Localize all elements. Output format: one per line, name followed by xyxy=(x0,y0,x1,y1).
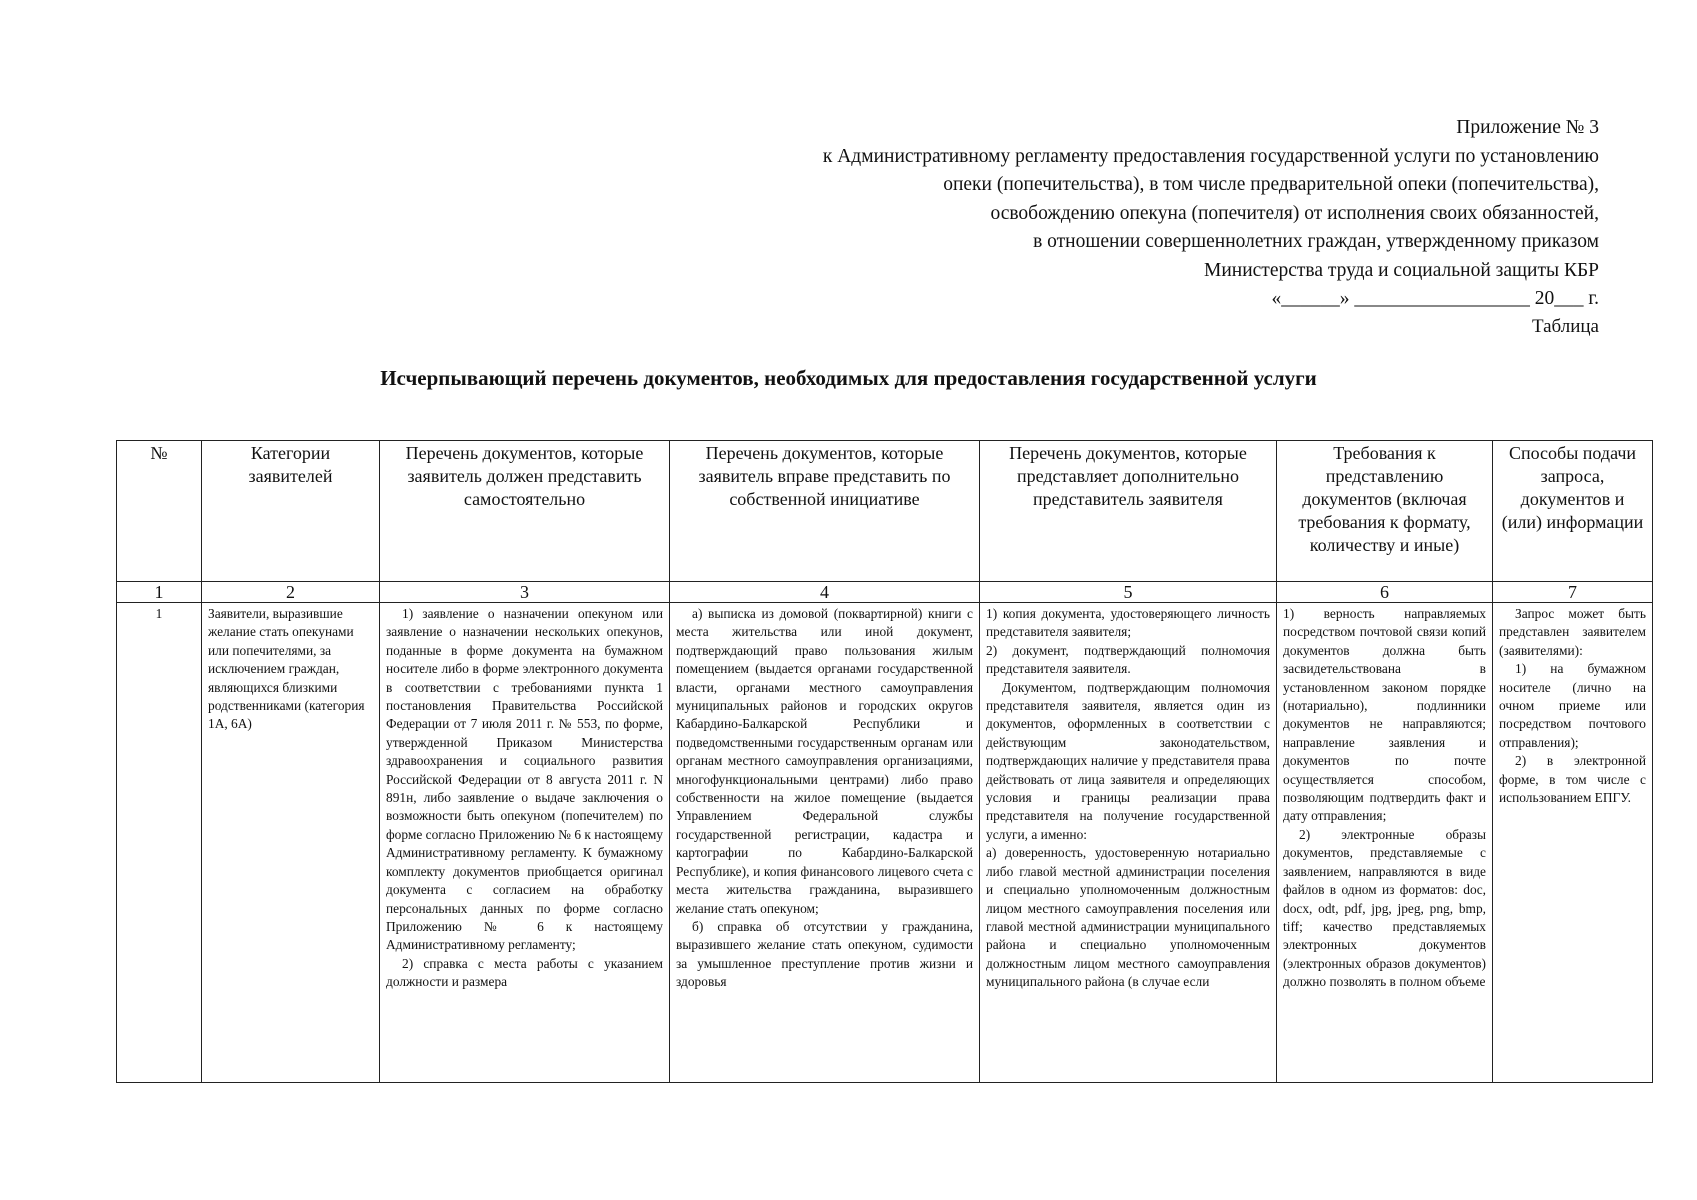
header-categories: Категории заявителей xyxy=(202,441,380,582)
required-docs-cell xyxy=(380,603,670,1083)
table-row xyxy=(117,603,1653,1083)
optional-doc-item: б) справка об отсутствии у гражданина, выразившего желание стать опекуном, судимости за умышленное преступление против жизни и здоровья xyxy=(676,918,973,990)
header-optional-docs: Перечень документов, которые заявитель вправе представить по собственной инициативе xyxy=(670,441,980,582)
column-number: 1 xyxy=(117,582,202,603)
column-number: 7 xyxy=(1493,582,1653,603)
column-number: 5 xyxy=(980,582,1277,603)
column-number-row xyxy=(117,582,1653,603)
document-title: Исчерпывающий перечень документов, необходимых для предоставления государственной услуги xyxy=(380,366,1317,390)
representative-doc-item: 1) копия документа, удостоверяющего личность представителя заявителя; xyxy=(986,606,1270,640)
category-cell xyxy=(202,603,380,1083)
header-required-docs: Перечень документов, которые заявитель должен представить самостоятельно xyxy=(380,441,670,582)
documents-table xyxy=(116,440,1653,1083)
applicant-category: Заявители, выразившие желание стать опекунами или попечителями, за исключением граждан, являющихся близкими родственниками (категория 1А, 6А) xyxy=(208,606,365,732)
optional-doc-item: а) выписка из домовой (поквартирной) книги с места жительства или иной документ, подтверждающий право пользования жилым помещением (выдается органами государственной власти, органами местного самоуправления муниципальных районов и городских округов Кабардино-Балкарской Республики и подведомственными государственным органам или органам местного самоуправления организациями, многофункциональными центрами) либо право собственности на жилое помещение (выдается Управлением Федеральной службы государственной регистрации, кадастра и картографии по Кабардино-Балкарской Республике), и копия финансового лицевого счета с места жительства гражданина, выразившего желание стать опекуном; xyxy=(676,606,973,916)
column-number: 2 xyxy=(202,582,380,603)
required-doc-item: 1) заявление о назначении опекуном или заявление о назначении нескольких опекунов, поданные в форме документа на бумажном носителе либо в форме электронного документа в соответствии с требованиями пункта 1 постановления Правительства Российской Федерации от 7 июля 2011 г. № 553, по форме, утвержденной Приказом Министерства здравоохранения и социального развития Российской Федерации от 8 августа 2011 г. N 891н, либо заявление о выдаче заключения о возможности быть опекуном (попечителем) по форме согласно Приложению № 6 к настоящему Административному регламенту. К бумажному комплекту документов приобщается оригинал документа с согласием на обработку персональных данных по форме согласно Приложению № 6 к настоящему Административному регламенту; xyxy=(386,606,663,953)
representative-doc-item: 2) документ, подтверждающий полномочия представителя заявителя. xyxy=(986,642,1270,677)
row-number: 1 xyxy=(155,606,163,621)
table-header-row xyxy=(117,441,1653,582)
submission-method-item: 1) на бумажном носителе (лично на очном приеме или посредством почтового отправления); xyxy=(1499,661,1646,750)
representative-doc-item: а) доверенность, удостоверенную нотариально либо главой местной администрации поселения и специально уполномоченным должностным лицом местного самоуправления поселения или главой местной администрации муниципального района и специально уполномоченным должностным лицом местного самоуправления муниципального района (в случае если xyxy=(986,845,1270,990)
appendix-date-line: «______» __________________ 20___ г. xyxy=(1271,288,1599,309)
submission-method-item: 2) в электронной форме, в том числе с использованием ЕПГУ. xyxy=(1499,753,1646,806)
requirement-item: 1) верность направляемых посредством почтовой связи копий документов должна быть засвидетельствована в установленном законом порядке (нотариально), подлинники документов не направляются; направление заявления и документов по почте осуществляется способом, позволяющим подтвердить факт и дату отправления; xyxy=(1283,606,1486,824)
appendix-line-2: к Административному регламенту предоставления государственной услуги по установлению xyxy=(822,145,1599,167)
column-number: 3 xyxy=(380,582,670,603)
requirement-item: 2) электронные образы документов, представляемые с заявлением, направляются в виде файлов в одном из форматов: doc, docx, odt, pdf, jpg, jpeg, png, bmp, tiff; качество представляемых электронных документов (электронных образов документов) должно позволять в полном объеме xyxy=(1283,826,1486,990)
header-requirements: Требования к представлению документов (включая требования к формату, количеству и иные) xyxy=(1277,441,1493,582)
column-number: 6 xyxy=(1277,582,1493,603)
column-number: 4 xyxy=(670,582,980,603)
appendix-title: Приложение № 3 xyxy=(1456,117,1599,138)
submission-methods-cell xyxy=(1493,603,1653,1083)
required-doc-item: 2) справка с места работы с указанием должности и размера xyxy=(386,955,663,990)
requirements-cell xyxy=(1277,603,1493,1083)
representative-doc-item: Документом, подтверждающим полномочия представителя заявителя, является один из документов, оформленных в соответствии с действующим законодательством, подтверждающих наличие у представителя права действовать от лица заявителя и определяющих условия и границы реализации права представителя на получение государственной услуги, а именно: xyxy=(986,679,1270,842)
appendix-line-6: Министерства труда и социальной защиты КБР xyxy=(1204,259,1599,281)
header-number: № xyxy=(117,441,202,582)
optional-docs-cell xyxy=(670,603,980,1083)
submission-method-item: Запрос может быть представлен заявителем (заявителями): xyxy=(1499,606,1646,658)
table-label: Таблица xyxy=(1531,316,1599,337)
header-representative-docs: Перечень документов, которые представляет дополнительно представитель заявителя xyxy=(980,441,1277,582)
row-number-cell xyxy=(117,603,202,1083)
appendix-line-5: в отношении совершеннолетних граждан, утвержденному приказом xyxy=(1033,231,1599,252)
appendix-line-3: опеки (попечительства), в том числе предварительной опеки (попечительства), xyxy=(943,174,1599,195)
appendix-header xyxy=(599,114,1599,314)
appendix-line-4: освобождению опекуна (попечителя) от исполнения своих обязанностей, xyxy=(990,202,1599,224)
header-submission-methods: Способы подачи запроса, документов и (или) информации xyxy=(1493,441,1653,582)
representative-docs-cell xyxy=(980,603,1277,1083)
